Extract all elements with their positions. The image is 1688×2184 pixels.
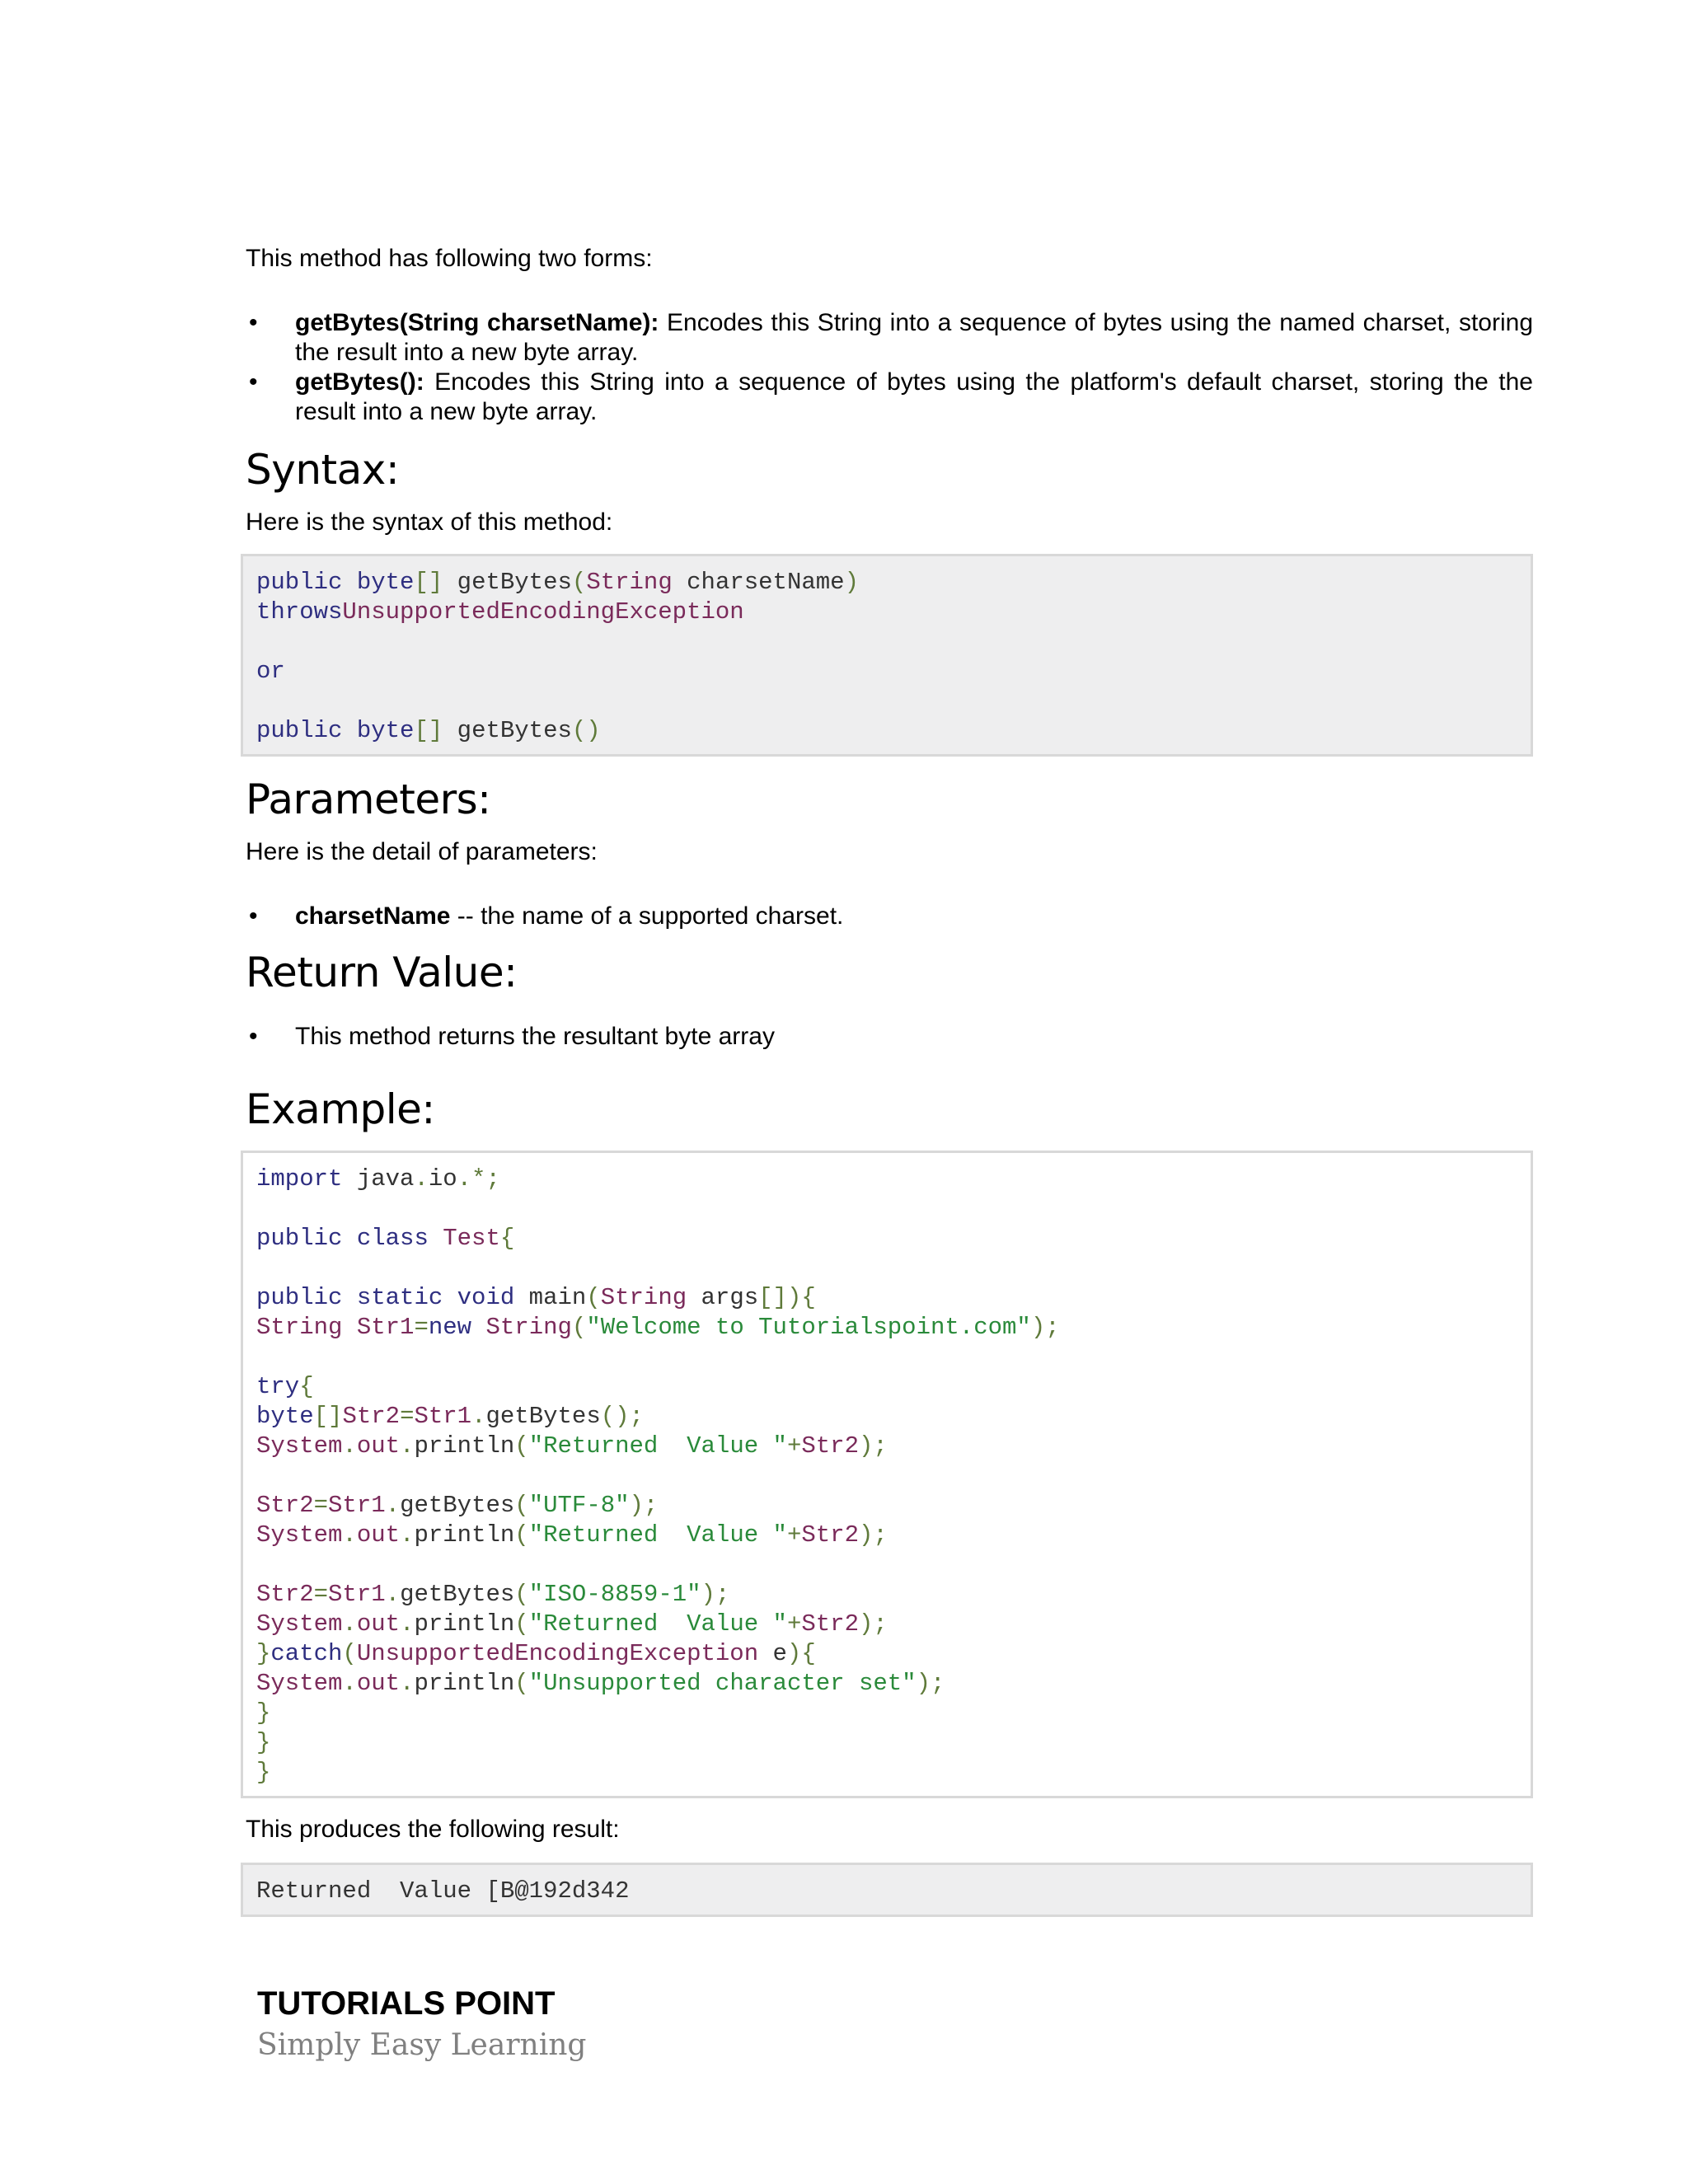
result-intro: This produces the following result: [246,1816,620,1843]
code-token: Str2 [801,1521,859,1549]
code-token: String [600,1284,687,1311]
syntax-heading: Syntax: [246,446,400,494]
code-token: args [687,1284,759,1311]
code-token: byte [356,569,415,596]
code-line [256,1580,1517,1610]
code-token: new [428,1314,472,1341]
code-token: } [256,1640,271,1667]
code-token: getBytes [485,1403,601,1430]
code-token: ( [586,1284,601,1311]
code-token: charsetName [672,569,845,596]
code-token: static [356,1284,443,1311]
code-token: getBytes [443,569,572,596]
code-line [256,687,1517,716]
code-token: java [342,1165,415,1193]
list-item [246,902,1533,931]
return-value-list [246,1022,1533,1052]
code-line [256,716,1517,746]
code-token: ); [858,1610,888,1638]
return-value-desc: This method returns the resultant byte array [295,1023,775,1050]
code-token: } [256,1759,271,1786]
code-token: . [342,1521,357,1549]
syntax-intro: Here is the syntax of this method: [246,509,613,536]
result-output: Returned Value [B@192d342 [256,1877,630,1905]
code-token: . [400,1521,415,1549]
code-line [256,1254,1517,1283]
code-token: println [414,1670,515,1697]
code-token: try [256,1373,300,1400]
code-token: . [342,1432,357,1460]
code-line [256,1639,1517,1669]
code-token: ( [571,569,587,596]
code-token: "Returned Value " [528,1610,787,1638]
code-token [342,1225,356,1252]
code-line [256,1283,1517,1313]
parameter-desc: -- the name of a supported charset. [450,902,844,930]
code-token: "UTF-8" [528,1492,630,1519]
return-value-heading: Return Value: [246,949,518,996]
code-token: System [256,1521,343,1549]
code-token: System [256,1610,343,1638]
code-token: + [786,1521,802,1549]
code-line [256,1758,1517,1788]
parameters-intro: Here is the detail of parameters: [246,838,598,865]
code-line [256,1194,1517,1224]
code-token: . [400,1670,415,1697]
code-token: } [256,1699,271,1727]
list-item [246,368,1533,427]
code-line [256,1461,1517,1491]
code-token: + [786,1610,802,1638]
code-token: getBytes [400,1492,515,1519]
code-token: out [356,1610,401,1638]
code-line [256,1610,1517,1639]
code-line [256,1343,1517,1372]
code-line [256,1402,1517,1432]
code-token: String [586,569,673,596]
code-line [256,1165,1517,1194]
code-token: ) [844,569,859,596]
code-token: ( [514,1521,529,1549]
code-token: ( [514,1492,529,1519]
code-token [429,1225,443,1252]
code-token: ); [916,1670,945,1697]
code-token: ); [858,1521,888,1549]
document-page [246,244,1533,1917]
code-line [256,627,1517,657]
footer-tagline: Simply Easy Learning [257,2028,587,2062]
code-line [256,1699,1517,1728]
code-token: [] [414,717,443,744]
code-token: Str1 [356,1314,415,1341]
code-token [342,1314,356,1341]
bullet-icon: • [249,1023,258,1050]
code-token: out [356,1432,401,1460]
code-token: [] [313,1403,343,1430]
code-line [256,1313,1517,1343]
code-token: catch [270,1640,343,1667]
footer-brand: TUTORIALS POINT [257,1985,556,2022]
code-token: Str1 [328,1492,386,1519]
code-token: ); [1030,1314,1060,1341]
code-token: Test [443,1225,500,1252]
code-token [342,1284,356,1311]
code-token: or [256,658,285,685]
form-term: getBytes(String charsetName): [295,309,659,336]
result-output-block [241,1863,1533,1917]
code-line [256,598,1517,627]
parameters-list [246,902,1533,931]
code-line [256,568,1517,598]
code-token: Str2 [801,1432,859,1460]
example-heading: Example: [246,1085,435,1133]
code-token: = [313,1492,329,1519]
code-token: getBytes [443,717,572,744]
form-desc: Encodes this String into a sequence of bytes using the platform's default charset, storing the the result into a new byte array. [295,368,1533,425]
code-token: . [400,1610,415,1638]
list-item [246,308,1533,368]
code-token: . [414,1165,429,1193]
bullet-icon: • [249,309,258,336]
code-token: "Unsupported character set" [528,1670,917,1697]
code-token: = [400,1403,415,1430]
code-token: ); [629,1492,659,1519]
code-token [342,717,356,744]
code-token: . [342,1670,357,1697]
code-token: throws [256,598,343,626]
code-line [256,1224,1517,1254]
code-token: ( [514,1581,529,1608]
code-token: { [499,1225,515,1252]
code-token: e [758,1640,787,1667]
example-code-block [241,1151,1533,1798]
code-token: { [299,1373,314,1400]
code-token: ); [701,1581,730,1608]
code-line [256,1372,1517,1402]
code-token: String [485,1314,572,1341]
list-item [246,1022,1533,1052]
code-token: public [256,1225,343,1252]
code-token: Str1 [414,1403,472,1430]
code-token: = [313,1581,329,1608]
code-token: (); [600,1403,644,1430]
code-line [256,1432,1517,1461]
code-token: "Returned Value " [528,1432,787,1460]
code-token: ( [342,1640,357,1667]
code-token: Str2 [256,1492,314,1519]
code-token: + [786,1432,802,1460]
code-token: out [356,1521,401,1549]
code-line [256,657,1517,687]
code-token: ( [514,1670,529,1697]
code-token: System [256,1670,343,1697]
bullet-icon: • [249,902,258,930]
code-token: out [356,1670,401,1697]
code-token: println [414,1432,515,1460]
code-token: byte [356,717,415,744]
code-line [256,1491,1517,1521]
intro-text: This method has following two forms: [246,245,653,272]
code-token: public [256,569,343,596]
code-token: . [342,1610,357,1638]
code-token: main [514,1284,587,1311]
code-token: . [400,1432,415,1460]
syntax-code-block [241,554,1533,757]
bullet-icon: • [249,368,258,396]
code-token: "Returned Value " [528,1521,787,1549]
code-token: void [457,1284,515,1311]
code-token: Str2 [256,1581,314,1608]
code-token: println [414,1610,515,1638]
form-term: getBytes(): [295,368,424,396]
code-token: String [256,1314,343,1341]
form-desc: Encodes this String into a sequence of bytes using the named charset, storing the result into a new byte array. [295,309,1533,366]
code-token: ); [858,1432,888,1460]
code-token: ( [571,1314,587,1341]
code-token: Str1 [328,1581,386,1608]
code-token: .*; [457,1165,500,1193]
code-token: Str2 [342,1403,401,1430]
code-token: ( [514,1432,529,1460]
code-token: = [414,1314,429,1341]
code-token: System [256,1432,343,1460]
code-token: []){ [758,1284,816,1311]
code-token: [] [414,569,443,596]
code-token [443,1284,457,1311]
code-token: println [414,1521,515,1549]
code-token: . [385,1492,401,1519]
code-token: byte [256,1403,314,1430]
code-token: } [256,1729,271,1756]
code-token: UnsupportedEncodingException [356,1640,759,1667]
code-token: . [471,1403,486,1430]
code-token [342,569,356,596]
code-token: getBytes [400,1581,515,1608]
parameter-term: charsetName [295,902,451,930]
code-token [471,1314,485,1341]
code-token: Str2 [801,1610,859,1638]
code-token: class [356,1225,429,1252]
code-token: UnsupportedEncodingException [342,598,744,626]
code-token: () [571,717,601,744]
code-token: "Welcome to Tutorialspoint.com" [586,1314,1031,1341]
code-token: "ISO-8859-1" [528,1581,701,1608]
code-token: io [428,1165,457,1193]
parameters-heading: Parameters: [246,776,491,823]
code-token: public [256,717,343,744]
code-line [256,1521,1517,1550]
forms-list [246,308,1533,427]
code-line [256,1728,1517,1758]
code-token: public [256,1284,343,1311]
code-token: ( [514,1610,529,1638]
code-line [256,1550,1517,1580]
code-token: import [256,1165,343,1193]
code-line [256,1669,1517,1699]
code-token: . [385,1581,401,1608]
code-token: ){ [786,1640,816,1667]
